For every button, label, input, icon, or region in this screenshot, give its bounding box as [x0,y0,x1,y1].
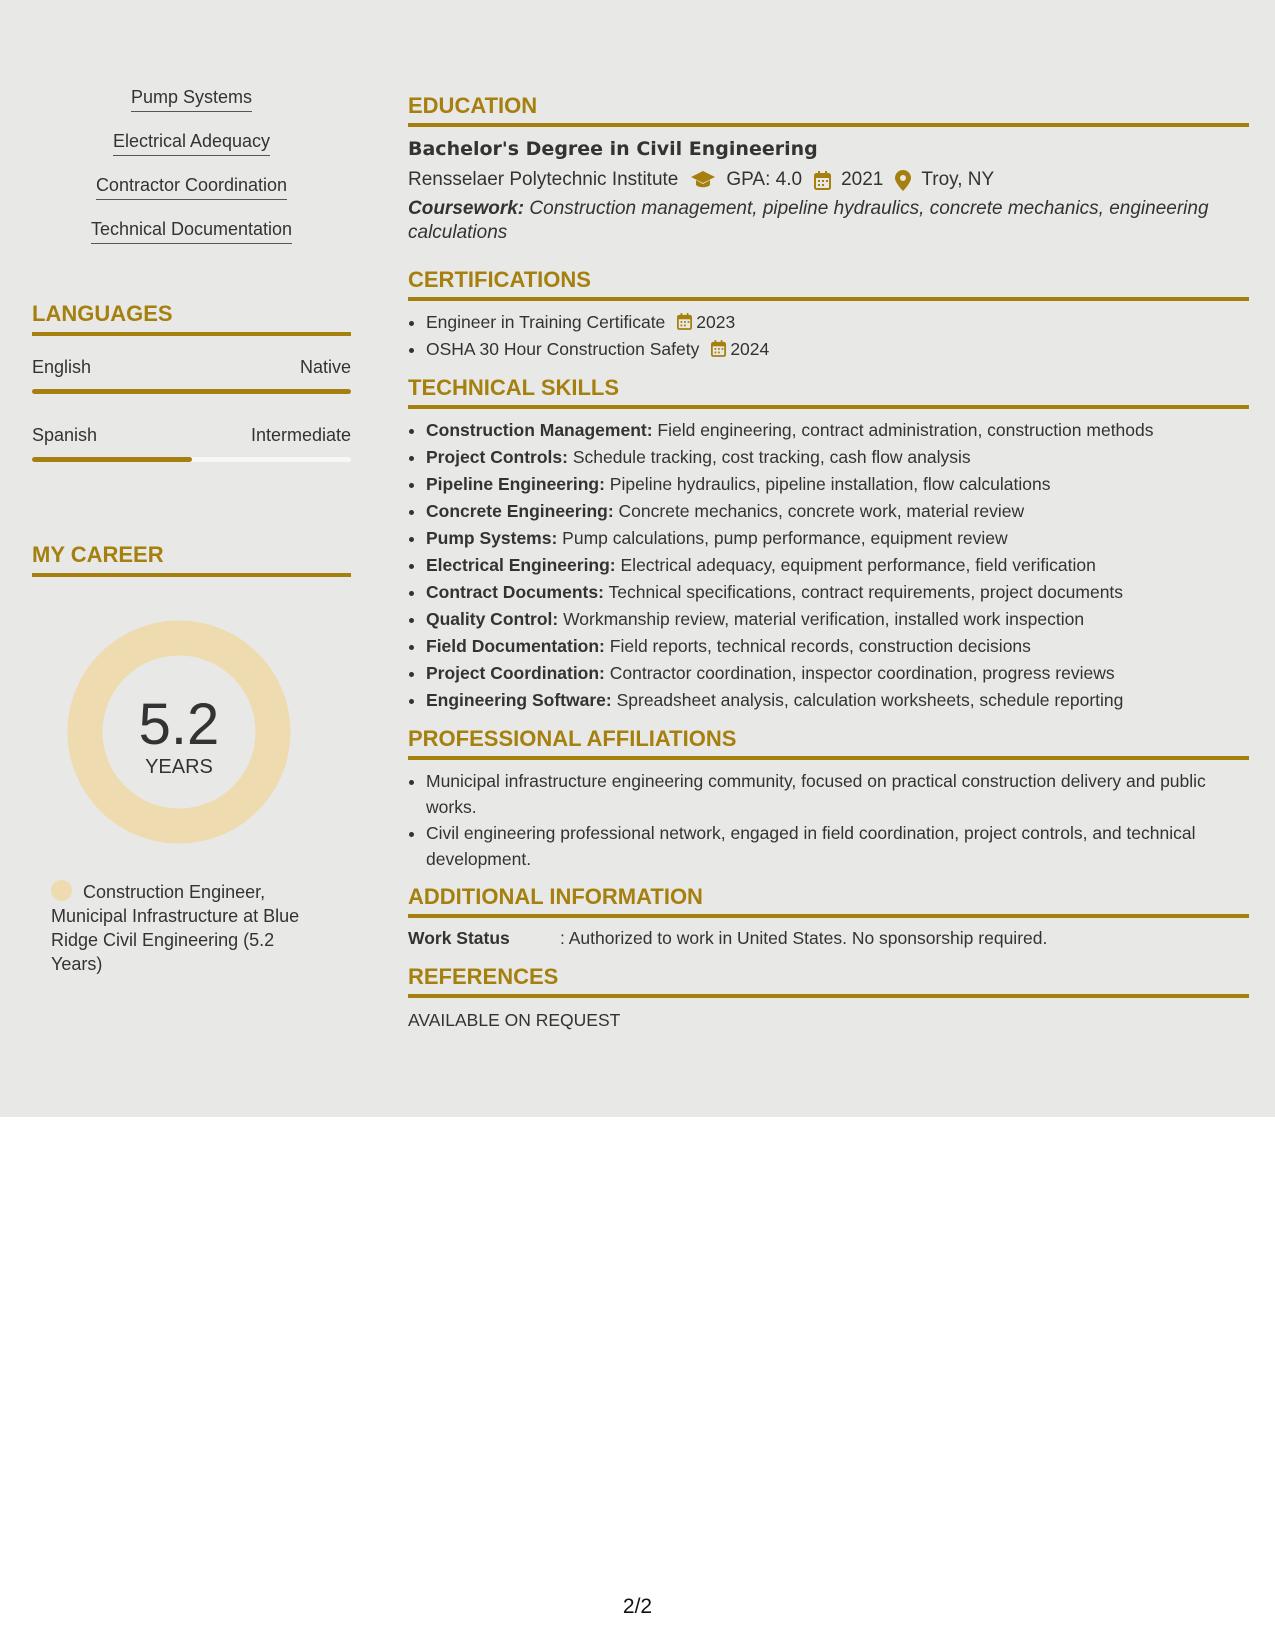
languages-title: LANGUAGES [32,301,351,336]
skill-label: Construction Management: [426,420,653,440]
graduation-cap-icon [690,170,716,190]
school-name: Rensselaer Polytechnic Institute [408,169,679,190]
technical-skills-list [408,417,1249,714]
language-item [32,424,351,462]
legend-dot [51,880,72,901]
skill-tag: Contractor Coordination [96,174,287,200]
skill-label: Concrete Engineering: [426,501,614,521]
certification-name: OSHA 30 Hour Construction Safety [426,339,700,359]
career-legend [51,880,321,976]
language-name: English [32,357,92,377]
education-title: EDUCATION [408,93,1249,127]
work-status-row [408,926,1249,950]
skill-label: Pump Systems: [426,528,558,548]
affiliations-list [408,768,1249,872]
affiliations-section [408,726,1249,872]
list-item [426,336,1249,363]
degree-title: Bachelor's Degree in Civil Engineering [408,138,818,160]
skill-text: Pump calculations, pump performance, equipment review [557,528,1008,548]
list-item [426,444,1249,471]
certification-name: Engineer in Training Certificate [426,312,666,332]
additional-info-section [408,884,1249,950]
calendar-icon [677,313,692,330]
language-name: Spanish [32,425,98,445]
location-pin-icon [895,170,911,191]
skill-tag: Pump Systems [131,86,252,112]
skill-tags [32,86,351,262]
list-item [426,660,1249,687]
list-item [426,525,1249,552]
list-item [426,417,1249,444]
list-item [426,471,1249,498]
right-column [408,93,1249,1032]
skill-label: Project Controls: [426,447,568,467]
list-item [426,687,1249,714]
career-years-label: YEARS [145,756,213,778]
language-bar-fill [32,457,192,462]
career-donut [67,620,291,844]
career-legend-text: Construction Engineer, Municipal Infrastructure at Blue Ridge Civil Engineering (5.2 Years) [51,882,300,974]
skill-tag: Technical Documentation [91,218,292,244]
list-item [426,633,1249,660]
languages-section [32,301,351,462]
education-section [408,93,1249,245]
skill-text: Technical specifications, contract requirements, project documents [603,582,1124,602]
skill-text: Field engineering, contract administration, construction methods [652,420,1154,440]
language-level: Intermediate [250,425,351,445]
skill-label: Field Documentation: [426,636,605,656]
skill-label: Contract Documents: [426,582,604,602]
technical-skills-title: TECHNICAL SKILLS [408,375,1249,409]
career-title: MY CAREER [32,542,351,577]
career-years-value: 5.2 [138,692,220,757]
skill-text: Workmanship review, material verification, installed work inspection [558,609,1085,629]
skill-tag: Electrical Adequacy [113,130,270,156]
list-item [426,309,1249,336]
certification-year: 2023 [696,312,736,332]
calendar-icon [711,340,726,357]
certifications-section [408,267,1249,363]
coursework-text: Construction management, pipeline hydraulics, concrete mechanics, engineering calculations [408,198,1209,243]
skill-label: Electrical Engineering: [426,555,616,575]
list-item: • Civil engineering professional network, engaged in field coordination, project controls, and technical development. [426,820,1249,872]
certifications-title: CERTIFICATIONS [408,267,1249,301]
coursework-label: Coursework: [408,198,525,219]
list-item [426,606,1249,633]
language-bar [32,389,351,394]
list-item: • Municipal infrastructure engineering community, focused on practical construction delivery and public works. [426,768,1249,820]
calendar-icon [814,171,831,190]
list-item [426,498,1249,525]
skill-label: Quality Control: [426,609,559,629]
gpa: GPA: 4.0 [726,169,803,190]
page-number: 2/2 [622,1595,653,1618]
work-status-value: : Authorized to work in United States. No sponsorship required. [560,928,1048,948]
skill-label: Project Coordination: [426,663,605,683]
language-level: Native [299,357,351,377]
references-text: AVAILABLE ON REQUEST [408,1010,621,1030]
references-title: REFERENCES [408,964,1249,998]
skill-label: Engineering Software: [426,690,612,710]
education-meta [408,167,1249,193]
list-item [426,579,1249,606]
list-item [426,552,1249,579]
technical-skills-section [408,375,1249,714]
references-section [408,964,1249,1032]
additional-info-title: ADDITIONAL INFORMATION [408,884,1249,918]
language-bar-fill [32,389,351,394]
school-location: Troy, NY [921,169,995,190]
skill-text: Spreadsheet analysis, calculation worksheets, schedule reporting [611,690,1124,710]
skill-text: Contractor coordination, inspector coordination, progress reviews [604,663,1115,683]
coursework [408,197,1249,245]
work-status-label: Work Status [408,928,510,948]
career-section [32,542,351,974]
skill-text: Schedule tracking, cost tracking, cash flow analysis [567,447,971,467]
skill-label: Pipeline Engineering: [426,474,605,494]
graduation-year: 2021 [841,169,884,190]
skill-text: Pipeline hydraulics, pipeline installation, flow calculations [604,474,1051,494]
language-item [32,356,351,394]
skill-text: Electrical adequacy, equipment performance, field verification [615,555,1096,575]
skill-text: Field reports, technical records, construction decisions [604,636,1031,656]
language-bar [32,457,351,462]
affiliations-title: PROFESSIONAL AFFILIATIONS [408,726,1249,760]
certification-year: 2024 [730,339,770,359]
certifications-list [408,309,1249,363]
skill-text: Concrete mechanics, concrete work, material review [613,501,1025,521]
